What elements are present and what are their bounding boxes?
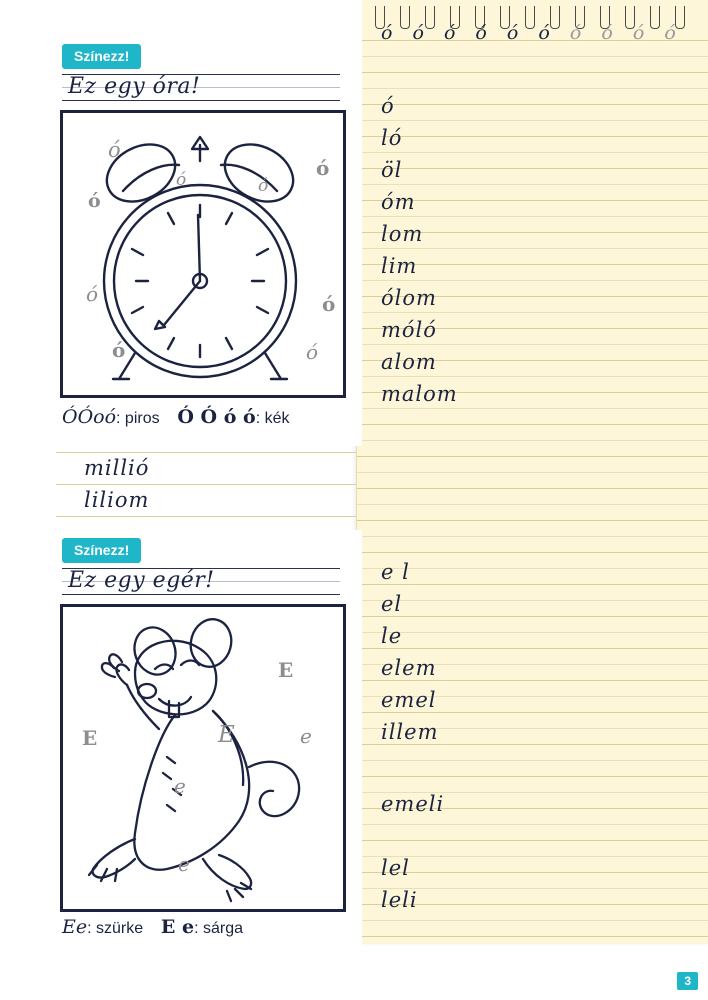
legend-script-label-2: : szürke [87, 920, 144, 937]
decor-letter-o-5: ó [316, 156, 330, 180]
notepad-word: elem [381, 656, 437, 680]
legend-bold-2: E e [160, 916, 195, 938]
decor-letter-o-2: ó [88, 190, 101, 212]
notepad-word: ó [381, 94, 395, 118]
notepad-word: lim [381, 254, 418, 278]
mouse-illustration-frame [60, 604, 346, 912]
section-mouse [0, 530, 362, 1000]
notepad-sheet [356, 0, 708, 944]
legend-bold-label-1: : kék [255, 410, 290, 427]
decor-letter-e-1: E [82, 726, 98, 750]
notepad-word: öl [381, 158, 403, 182]
page-number: 3 [677, 972, 698, 990]
tag-szinezz-2: Színezz! [62, 538, 141, 563]
legend-clock [62, 406, 289, 428]
section-title-1: Ez egy óra! [68, 74, 201, 99]
notepad-word: lel [381, 856, 410, 880]
decor-letter-e-6: e [178, 852, 190, 876]
decor-letter-e-4: e [300, 724, 312, 748]
decor-letter-o-8: ó [322, 292, 336, 316]
decor-letter-o-6: ó [86, 282, 99, 306]
decor-letter-o-3: ó [176, 170, 187, 190]
decor-letter-o-9: ó [306, 340, 319, 364]
notepad-word: le [381, 624, 403, 648]
notepad-words [357, 40, 708, 944]
middle-word-2: liliom [84, 488, 150, 512]
decor-letter-e-5: e [174, 774, 186, 798]
notepad-word: illem [381, 720, 439, 744]
legend-bold-1: Ó Ó ó ó [177, 406, 256, 428]
middle-word-1: millió [84, 456, 150, 480]
notepad-word: móló [381, 318, 437, 342]
section-clock [0, 0, 362, 446]
alarm-clock-icon [63, 113, 337, 389]
legend-mouse [62, 916, 243, 938]
mouse-icon [63, 607, 337, 903]
tracing-dotted: ó ó ó ó [569, 22, 683, 44]
decor-letter-o-7: ó [112, 338, 126, 362]
decor-letter-e-3: E [218, 722, 235, 748]
notepad-word: óm [381, 190, 416, 214]
notepad-word: lom [381, 222, 424, 246]
notepad-word: ólom [381, 286, 437, 310]
legend-script-label-1: : piros [116, 410, 160, 427]
notepad-word: alom [381, 350, 437, 374]
notepad-word: malom [381, 382, 458, 406]
notepad-word: emel [381, 688, 437, 712]
notepad-word: emeli [381, 792, 445, 816]
notepad-word: ló [381, 126, 403, 150]
legend-script-1: ÓÓoó [62, 406, 117, 428]
section-title-2: Ez egy egér! [68, 568, 215, 593]
tag-szinezz-1: Színezz! [62, 44, 141, 69]
legend-script-2: Ee [62, 916, 88, 938]
decor-letter-e-2: E [278, 658, 294, 682]
decor-letter-o-4: ó [258, 176, 269, 196]
tracing-solid: ó ó ó ó ó ó [381, 22, 557, 44]
notepad-word: leli [381, 888, 418, 912]
clock-illustration-frame [60, 110, 346, 398]
decor-letter-o-1: ó [108, 138, 121, 162]
legend-bold-label-2: : sárga [194, 920, 244, 937]
notepad-word: e l [381, 560, 410, 584]
notepad-word: el [381, 592, 403, 616]
